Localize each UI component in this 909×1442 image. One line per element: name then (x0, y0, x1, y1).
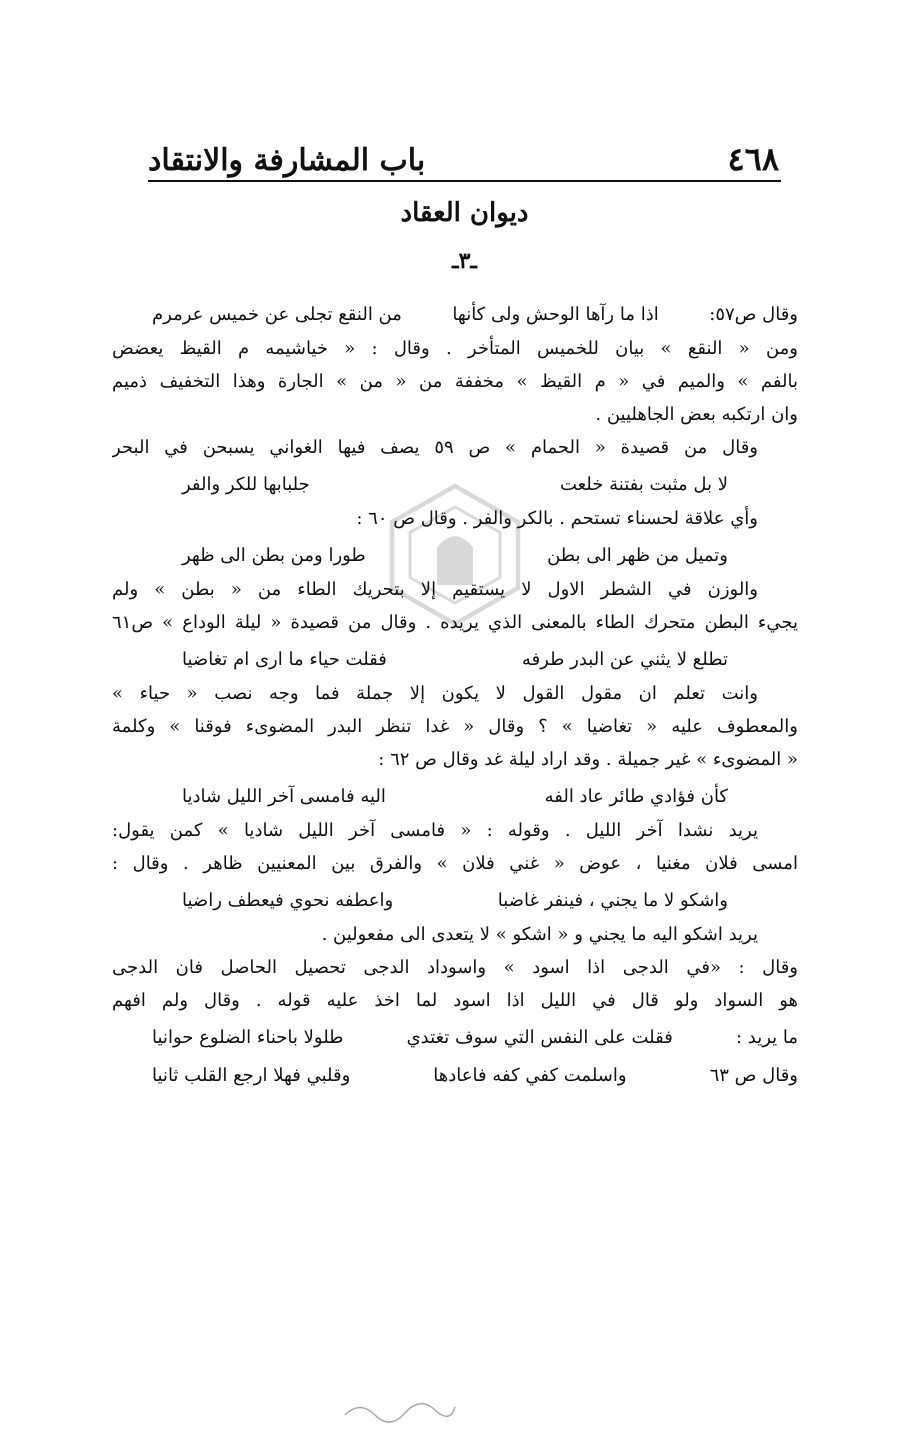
verse-first-hemistich: فقلت على النفس التي سوف تغتدي (406, 1027, 673, 1048)
verse-lead: ما يريد : (735, 1027, 798, 1048)
verse-second-hemistich: طلولا باحناء الضلوع حوانيا (152, 1027, 344, 1048)
verse-first-hemistich: لا بل مثبت بفتنة خلعت (559, 474, 728, 495)
verse-line (112, 641, 798, 679)
verse-first-hemistich: واشكو لا ما يجني ، فينفر غاضبا (497, 890, 728, 911)
verse-lead: وقال ص ٦٣ (709, 1065, 798, 1086)
verse-first-hemistich: اذا ما رآها الوحش ولى كأنها (452, 304, 659, 325)
text-line: يجيء البطن متحرك الطاء بالمعنى الذي يريده . وقال من قصيدة « ليلة الوداع » ص٦١ (112, 612, 798, 633)
verse-second-hemistich: فقلت حياء ما ارى ام تغاضيا (182, 649, 387, 670)
text-line: وانت تعلم ان مقول القول لا يكون إلا جملة فما وجه نصب « حياء » (112, 683, 758, 704)
text-line: بالفم » والميم في « م القيظ » مخففة من « من » الجارة وهذا التخفيف ذميم (112, 371, 798, 392)
text-line: امسى فلان مغنيا ، عوض « غني فلان » والفرق بين المعنيين ظاهر . وقال : (112, 853, 798, 874)
section-number: ـ٣ـ (452, 248, 477, 274)
verse-first-hemistich: تطلع لا يثني عن البدر طرفه (521, 649, 728, 670)
verse-line (112, 1057, 798, 1095)
verse-second-hemistich: جلبابها للكر والفر (182, 474, 310, 495)
text-line: والوزن في الشطر الاول لا يستقيم إلا بتحريك الطاء من « بطن » ولم (112, 579, 758, 600)
verse-line (112, 882, 798, 920)
section-title: ديوان العقاد (400, 198, 529, 228)
text-line: يريد نشدا آخر الليل . وقوله : « فامسى آخر الليل شاديا » كمن يقول: (112, 820, 758, 841)
page-number: ٤٦٨ (727, 140, 779, 178)
text-line: وان ارتكبه بعض الجاهليين . (595, 404, 798, 425)
text-line: والمعطوف عليه « تغاضيا » ؟ وقال « غدا تنظر البدر المضوىء فوقنا » وكلمة (112, 716, 798, 737)
verse-second-hemistich: اليه فامسى آخر الليل شاديا (182, 786, 386, 807)
verse-line (112, 778, 798, 816)
text-line: وأي علاقة لحسناء تستحم . بالكر والفر . وقال ص ٦٠ : (356, 508, 758, 529)
verse-line (112, 296, 798, 334)
verse-first-hemistich: كأن فؤادي طائر عاد الفه (544, 786, 728, 807)
verse-lead: وقال ص٥٧: (709, 304, 798, 325)
verse-first-hemistich: واسلمت كفي كفه فاعادها (433, 1065, 627, 1086)
header-rule (148, 180, 781, 182)
running-head: باب المشارفة والانتقاد (148, 143, 426, 178)
verse-second-hemistich: وقلبي فهلا ارجع القلب ثانيا (152, 1065, 351, 1086)
text-line: هو السواد ولو قال في الليل اذا اسود لما اخذ عليه قوله . وقال ولم افهم (112, 990, 798, 1011)
handwritten-mark-icon (340, 1395, 460, 1425)
text-line: وقال من قصيدة « الحمام » ص ٥٩ يصف فيها الغواني يسبحن في البحر (112, 437, 758, 458)
body-text (112, 296, 798, 1095)
text-line: « المضوىء » غير جميلة . وقد اراد ليلة غد وقال ص ٦٢ : (378, 749, 798, 770)
text-line: وقال : «في الدجى اذا اسود » واسوداد الدجى تحصيل الحاصل فان الدجى (112, 957, 798, 978)
verse-line (112, 1019, 798, 1057)
text-line: ومن « النقع » بيان للخميس المتأخر . وقال : « خياشيمه م القيظ يعضض (112, 338, 798, 359)
verse-second-hemistich: طورا ومن بطن الى ظهر (182, 545, 366, 566)
verse-line (112, 537, 798, 575)
verse-first-hemistich: وتميل من ظهر الى بطن (547, 545, 728, 566)
page-header (148, 118, 779, 178)
text-line: يريد اشكو اليه ما يجني و « اشكو » لا يتعدى الى مفعولين . (321, 924, 758, 945)
verse-line (112, 466, 798, 504)
verse-second-hemistich: واعطفه نحوي فيعطف راضيا (182, 890, 394, 911)
verse-second-hemistich: من النقع تجلى عن خميس عرمرم (152, 304, 402, 325)
